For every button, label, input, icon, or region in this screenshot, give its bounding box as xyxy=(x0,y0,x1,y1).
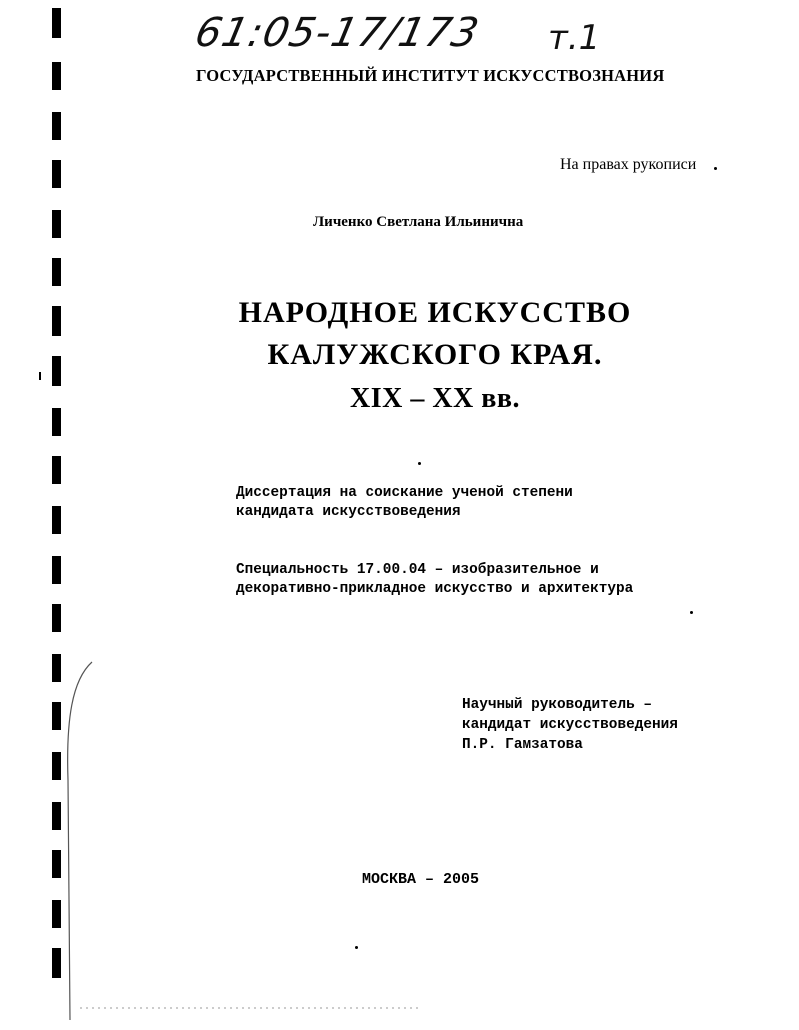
scan-speck xyxy=(690,611,693,614)
supervisor-line-2: кандидат искусствоведения xyxy=(462,717,678,733)
scan-speck xyxy=(355,946,358,949)
city-year: МОСКВА – 2005 xyxy=(362,871,480,888)
institute-name: ГОСУДАРСТВЕННЫЙ ИНСТИТУТ ИСКУССТВОЗНАНИЯ xyxy=(196,66,665,85)
title-line-1: НАРОДНОЕ ИСКУССТВО xyxy=(238,296,632,329)
handwritten-volume: т.1 xyxy=(548,18,601,58)
scan-speck xyxy=(714,167,717,170)
dissertation-line-2: кандидата искусствоведения xyxy=(236,504,461,520)
specialty-line-2: декоративно-прикладное искусство и архитектура xyxy=(236,581,634,597)
title-line-3: XIX – XX вв. xyxy=(349,383,521,414)
dissertation-line-1: Диссертация на соискание ученой степени xyxy=(236,485,573,501)
author-name: Личенко Светлана Ильинична xyxy=(313,214,524,230)
specialty-line-1: Специальность 17.00.04 – изобразительное и xyxy=(236,562,599,578)
supervisor-line-3: П.Р. Гамзатова xyxy=(462,737,583,753)
handwritten-code: 61:05-17/173 xyxy=(191,10,484,56)
supervisor-line-1: Научный руководитель – xyxy=(462,697,652,713)
scan-speck xyxy=(418,462,421,465)
title-line-2: КАЛУЖСКОГО КРАЯ. xyxy=(267,338,603,371)
manuscript-rights: На правах рукописи xyxy=(560,156,697,173)
